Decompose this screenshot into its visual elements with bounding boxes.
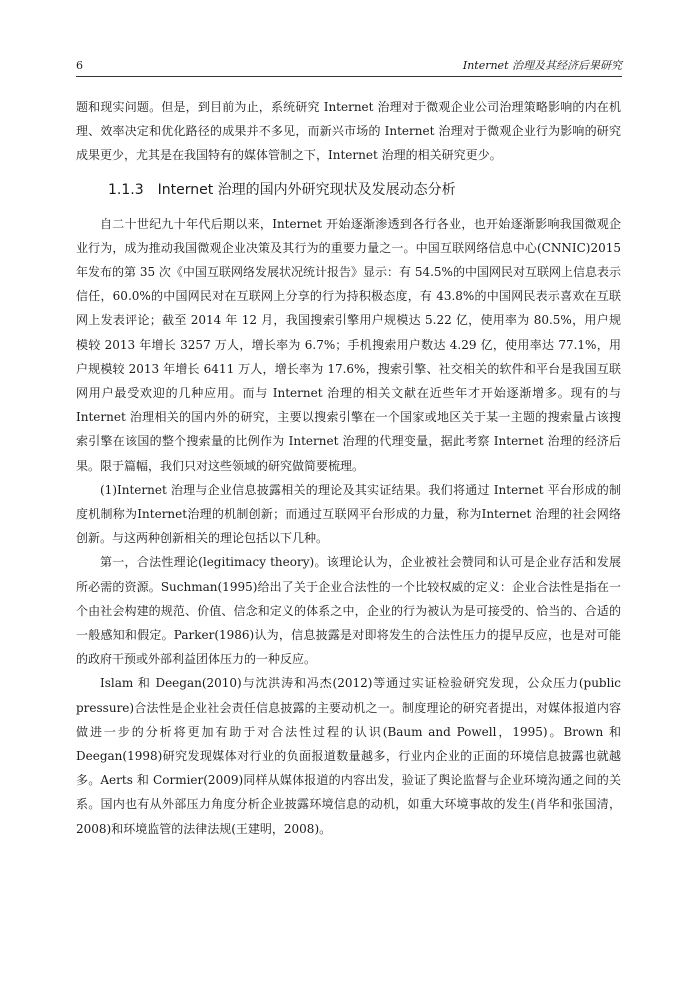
book-title: Internet 治理及其经济后果研究 bbox=[462, 59, 622, 72]
running-header bbox=[76, 56, 622, 76]
paragraph: (1)Internet 治理与企业信息披露相关的理论及其实证结果。我们将通过 Internet 平台形成的制度机制称为Internet治理的机制创新；而通过互联网平台形成的力量，称为Internet 治理的社会网络创新。与这两种创新相关的理论包括以下几种。 bbox=[76, 482, 621, 546]
page-number: 6 bbox=[76, 59, 83, 72]
body-text bbox=[76, 95, 621, 841]
section-heading bbox=[76, 178, 621, 202]
paragraph: Islam 和 Deegan(2010)与沈洪涛和冯杰(2012)等通过实证检验研究发现，公众压力(public pressure)合法性是企业社会责任信息披露的主要动机之一。制度理论的研究者提出，对媒体报道内容做进一步的分析将更加有助于对合法性过程的认识(Baum and Powell，1995)。Brown 和 Deegan(1998)研究发现媒体对行业的负面报道数量越多，行业内企业的正面的环境信息披露也就越多。Aerts 和 Cormier(2009)同样从媒体报道的内容出发，验证了舆论监督与企业环境沟通之间的关系。国内也有从外部压力角度分析企业披露环境信息的动机，如重大环境事故的发生(肖华和张国清，2008)和环境监管的法律法规(王建明，2008)。 bbox=[76, 676, 621, 836]
paragraph: 第一，合法性理论(legitimacy theory)。该理论认为，企业被社会赞同和认可是企业存活和发展所必需的资源。Suchman(1995)给出了关于企业合法性的一个比较权威的定义：企业合法性是指在一个由社会构建的规范、价值、信念和定义的体系之中，企业的行为被认为是可接受的、恰当的、合适的一般感知和假定。Parker(1986)认为，信息披露是对即将发生的合法性压力的提早反应，也是对可能的政府干预或外部利益团体压力的一种反应。 bbox=[76, 555, 621, 667]
section-title: Internet 治理的国内外研究现状及发展动态分析 bbox=[157, 181, 456, 198]
header-divider bbox=[76, 76, 622, 77]
section-number: 1.1.3 bbox=[108, 181, 144, 198]
paragraph: 自二十世纪九十年代后期以来，Internet 开始逐渐渗透到各行各业，也开始逐渐影响我国微观企业行为，成为推动我国微观企业决策及其行为的重要力量之一。中国互联网络信息中心(CNNIC)2015 年发布的第 35 次《中国互联网络发展状况统计报告》显示：有 54.5%的中国网民对互联网上信息表示信任，60.0%的中国网民对在互联网上分享的行为持积极态度，有 43.8%的中国网民表示喜欢在互联网上发表评论；截至 2014 年 12 月，我国搜索引擎用户规模达 5.22 亿，使用率为 80.5%，用户规模较 2013 年增长 3257 万人，增长率为 6.7%；手机搜索用户数达 4.29 亿，使用率达 77.1%，用户规模较 2013 年增长 6411 万人，增长率为 17.6%，搜索引擎、社交相关的软件和平台是我国互联网用户最受欢迎的几种应用。而与 Internet 治理的相关文献在近些年才开始逐渐增多。现有的与 Internet 治理相关的国内外的研究，主要以搜索引擎在一个国家或地区关于某一主题的搜索量占该搜索引擎在该国的整个搜索量的比例作为 Internet 治理的代理变量，据此考察 Internet 治理的经济后果。限于篇幅，我们只对这些领域的研究做简要梳理。 bbox=[76, 216, 621, 473]
paragraph-continuation: 题和现实问题。但是，到目前为止，系统研究 Internet 治理对于微观企业公司治理策略影响的内在机理、效率决定和优化路径的成果并不多见，而新兴市场的 Internet 治理对于微观企业行为影响的研究成果更少，尤其是在我国特有的媒体管制之下，Internet 治理的相关研究更少。 bbox=[76, 100, 621, 163]
